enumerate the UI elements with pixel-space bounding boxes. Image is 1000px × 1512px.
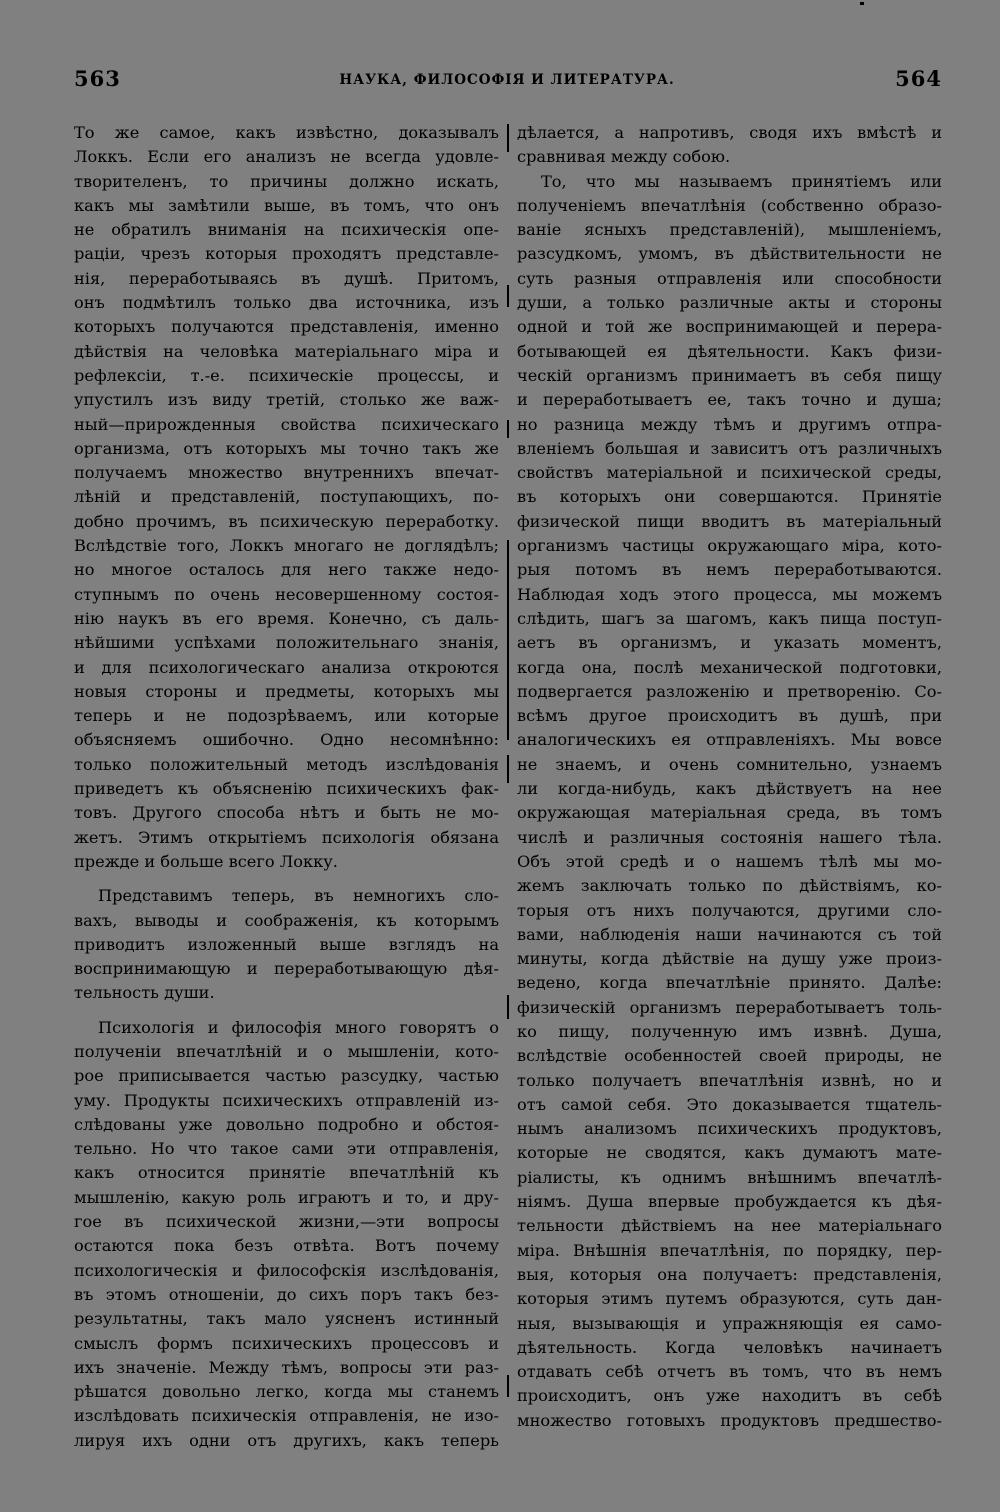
text-line: выя, которыя она получаетъ: представленія, bbox=[517, 1264, 942, 1284]
text-line: аналогическихъ ея отправленіяхъ. Мы вовсе bbox=[517, 730, 942, 750]
page-number-right: 564 bbox=[895, 66, 942, 91]
text-line: ныя, вызывающія и упражняющія ея само- bbox=[517, 1313, 942, 1333]
text-line: новыя стороны и предметы, которыхъ мы bbox=[74, 681, 499, 701]
text-line: получаемъ множество внутреннихъ впечат- bbox=[74, 463, 499, 483]
text-line: физической пищи вводитъ въ матеріальный bbox=[517, 511, 942, 531]
text-line: тельности дѣйствіемъ на нее матеріальнаго bbox=[517, 1216, 942, 1236]
text-line: ный—прирожденныя свойства психическаго bbox=[74, 414, 499, 434]
text-line: одной и той же воспринимающей и перера- bbox=[517, 317, 942, 337]
text-line: добно прочимъ, въ психическую переработку. bbox=[74, 511, 499, 531]
ink-speck bbox=[860, 2, 864, 5]
text-line: организмъ частицы окружающаго міра, кото- bbox=[517, 536, 942, 556]
column-rule bbox=[507, 1375, 509, 1397]
text-line: но разница между тѣмъ и другимъ отпра- bbox=[517, 414, 942, 434]
text-line: полученіемъ впечатлѣнія (собственно образо- bbox=[517, 195, 942, 215]
text-line: ступнымъ по очень несовершенному состоя- bbox=[74, 584, 499, 604]
text-line: изслѣдовать психическія отправленія, не изо- bbox=[74, 1406, 499, 1426]
text-line: товъ. Другого способа нѣтъ и быть не мо- bbox=[74, 803, 499, 823]
text-line: только положительный методъ изслѣдованія bbox=[74, 754, 499, 774]
text-line: ведено, когда впечатлѣніе принято. Далѣе: bbox=[517, 973, 942, 993]
running-title: НАУКА, ФИЛОСОФІЯ И ЛИТЕРАТУРА. bbox=[339, 72, 675, 88]
text-line: уму. Продукты психическихъ отправленій из- bbox=[74, 1090, 499, 1110]
text-line: ко пищу, полученную имъ извнѣ. Душа, bbox=[517, 1021, 942, 1041]
text-line: приведетъ къ объясненію психическихъ фак- bbox=[74, 779, 499, 799]
text-line: рыя потомъ въ немъ переработываются. bbox=[517, 560, 942, 580]
text-line: воспринимающую и переработывающую дѣя- bbox=[74, 959, 499, 979]
text-line: рѣшатся довольно легко, когда мы станемъ bbox=[74, 1382, 499, 1402]
text-line: организма, отъ которыхъ мы точно такъ же bbox=[74, 438, 499, 458]
text-line: не знаемъ, и очень сомнительно, узнаемъ bbox=[517, 754, 942, 774]
text-line: и для психологическаго анализа откроются bbox=[74, 657, 499, 677]
text-line: ніямъ. Душа впервые пробуждается къ дѣя- bbox=[517, 1192, 942, 1212]
text-line: происходитъ, онъ уже находитъ въ себѣ bbox=[517, 1386, 942, 1406]
text-line: тельность души. bbox=[74, 983, 215, 1003]
text-line: числѣ и различныя состоянія нашего тѣла. bbox=[517, 827, 942, 847]
text-line: въ этомъ отношеніи, до сихъ поръ такъ без- bbox=[74, 1284, 499, 1304]
text-line: міра. Внѣшнія впечатлѣнія, по порядку, пер- bbox=[517, 1240, 942, 1260]
column-rule bbox=[507, 540, 509, 740]
text-line: всѣмъ другое происходитъ въ душѣ, при bbox=[517, 706, 942, 726]
left-column bbox=[74, 121, 499, 1453]
text-line: вами, наблюденія наши начинаются съ той bbox=[517, 924, 942, 944]
page-header bbox=[72, 66, 942, 100]
text-line: теперь и не подозрѣваемъ, или которые bbox=[74, 706, 499, 726]
text-line: остаются пока безъ отвѣта. Вотъ почему bbox=[74, 1236, 499, 1256]
text-line: которые не сводятся, какъ думаютъ мате- bbox=[517, 1143, 942, 1163]
text-line: дѣлается, а напротивъ, сводя ихъ вмѣстѣ и bbox=[517, 123, 942, 142]
text-line: вленіемъ большая и зависитъ отъ различныхъ bbox=[517, 438, 942, 458]
text-line: дѣйствія на человѣка матеріальнаго міра и bbox=[74, 341, 499, 361]
text-line: вахъ, выводы и соображенія, къ которымъ bbox=[74, 910, 499, 930]
text-line: гое въ психической жизни,—эти вопросы bbox=[74, 1212, 499, 1232]
text-line: суть разныя отправленія или способности bbox=[517, 268, 942, 288]
paragraph-gap bbox=[74, 874, 499, 884]
text-line: торыя отъ нихъ получаются, другими сло- bbox=[517, 900, 942, 920]
text-line: Представимъ теперь, въ немногихъ сло- bbox=[98, 886, 499, 906]
text-line: прежде и больше всего Локку. bbox=[74, 851, 338, 871]
text-line: отдавать себѣ отчетъ въ томъ, что въ немъ bbox=[517, 1362, 942, 1382]
text-line: души, а только различные акты и стороны bbox=[517, 293, 942, 313]
text-line: но многое осталось для него также недо- bbox=[74, 560, 499, 580]
text-line: сравнивая между собою. bbox=[517, 147, 731, 167]
text-line: и переработываетъ ее, такъ точно и душа; bbox=[517, 390, 942, 410]
text-line: ихъ значеніе. Между тѣмъ, вопросы эти раз- bbox=[74, 1357, 499, 1377]
text-line: ботывающей ея дѣятельности. Какъ физи- bbox=[517, 341, 942, 361]
text-line: лѣній и представленій, поступающихъ, по- bbox=[74, 487, 499, 507]
text-line: ваніе ясныхъ представленій), мышленіемъ, bbox=[517, 220, 942, 240]
text-line: разсудкомъ, умомъ, въ дѣйствительности не bbox=[517, 244, 942, 264]
text-line: ли когда-нибудь, какъ дѣйствуетъ на нее bbox=[517, 779, 942, 799]
text-line: нія, переработываясь въ душѣ. Притомъ, bbox=[74, 268, 499, 288]
text-line: какъ относится принятіе впечатлѣній къ bbox=[74, 1163, 499, 1183]
text-line: вслѣдствіе особенностей своей природы, не bbox=[517, 1046, 942, 1066]
right-column bbox=[517, 121, 942, 1433]
text-line: Психологія и философія много говорятъ о bbox=[98, 1017, 499, 1037]
text-line: Объ этой средѣ и о нашемъ тѣлѣ мы мо- bbox=[517, 851, 942, 871]
text-line: какъ мы замѣтили выше, въ томъ, что онъ bbox=[74, 195, 499, 215]
text-line: только получаетъ впечатлѣнія извнѣ, но и bbox=[517, 1070, 942, 1090]
text-line: въ которыхъ они совершаются. Принятіе bbox=[517, 487, 942, 507]
text-line: объясняемъ ошибочно. Одно несомнѣнно: bbox=[74, 730, 499, 750]
text-line: дѣятельность. Когда человѣкъ начинаетъ bbox=[517, 1337, 942, 1357]
text-line: ческій организмъ принимаетъ въ себя пищу bbox=[517, 365, 942, 385]
text-line: нѣйшими успѣхами положительнаго знанія, bbox=[74, 633, 499, 653]
text-line: аетъ въ организмъ, и указать моментъ, bbox=[517, 633, 942, 653]
text-line: Вслѣдствіе того, Локкъ многаго не доглядѣлъ; bbox=[74, 536, 499, 556]
text-line: ріалисты, къ однимъ внѣшнимъ впечатлѣ- bbox=[517, 1167, 942, 1187]
text-line: нымъ анализомъ психическихъ продуктовъ, bbox=[517, 1119, 942, 1139]
text-line: онъ подмѣтилъ только два источника, изъ bbox=[74, 293, 499, 313]
text-line: Наблюдая ходъ этого процесса, мы можемъ bbox=[517, 584, 942, 604]
column-rule bbox=[507, 420, 509, 438]
column-rule bbox=[507, 124, 509, 152]
text-line: подвергается разложенію и претворенію. Со- bbox=[517, 681, 942, 701]
text-line: не обратилъ вниманія на психическія опе- bbox=[74, 220, 499, 240]
page-number-left: 563 bbox=[74, 66, 121, 91]
text-line: рефлексіи, т.-е. психическіе процессы, и bbox=[74, 365, 499, 385]
paragraph-gap bbox=[74, 1006, 499, 1016]
text-line: слѣдованы уже довольно подробно и обстоя- bbox=[74, 1114, 499, 1134]
text-line: физическій организмъ переработываетъ толь- bbox=[517, 997, 942, 1017]
text-line: психологическія и философскія изслѣдованія, bbox=[74, 1260, 499, 1280]
text-line: множество готовыхъ продуктовъ предшество- bbox=[517, 1410, 942, 1430]
text-line: лируя ихъ одни отъ другихъ, какъ теперь bbox=[74, 1430, 499, 1450]
text-line: когда она, послѣ механической подготовки, bbox=[517, 657, 942, 677]
text-line: жемъ заключать только по дѣйствіямъ, ко- bbox=[517, 876, 942, 896]
column-rule bbox=[507, 755, 509, 783]
text-line: раціи, чрезъ которыя проходятъ представле- bbox=[74, 244, 499, 264]
column-rule bbox=[507, 995, 509, 1019]
text-line: тельно. Но что такое сами эти отправленія, bbox=[74, 1139, 499, 1159]
text-line: жетъ. Этимъ открытіемъ психологія обязана bbox=[74, 827, 499, 847]
text-line: отъ самой себя. Это доказывается тщатель- bbox=[517, 1094, 942, 1114]
column-rule bbox=[507, 285, 509, 307]
text-line: творителенъ, то причины должно искать, bbox=[74, 171, 499, 191]
text-line: Локкъ. Если его анализъ не всегда удовле- bbox=[74, 147, 499, 167]
text-line: нію наукъ въ его время. Конечно, съ даль- bbox=[74, 608, 499, 628]
text-line: смыслъ формъ психическихъ процессовъ и bbox=[74, 1333, 499, 1353]
text-line: рое приписывается частью разсудку, частью bbox=[74, 1066, 499, 1086]
text-line: слѣдить, шагъ за шагомъ, какъ пища поступ- bbox=[517, 608, 942, 628]
text-line: минуты, когда дѣйствіе на душу уже произ- bbox=[517, 949, 942, 969]
text-line: мышленію, какую роль играютъ и то, и дру- bbox=[74, 1187, 499, 1207]
text-line: полученіи впечатлѣній и о мышленіи, кото- bbox=[74, 1041, 499, 1061]
text-line: которыхъ получаются представленія, именно bbox=[74, 317, 499, 337]
text-line: результатны, такъ мало уясненъ истинный bbox=[74, 1309, 499, 1329]
text-line: окружающая матеріальная среда, въ томъ bbox=[517, 803, 942, 823]
text-line: которыя этимъ путемъ образуются, суть дан- bbox=[517, 1289, 942, 1309]
text-line: То, что мы называемъ принятіемъ или bbox=[541, 171, 942, 191]
text-line: упустилъ изъ виду третій, столько же важ- bbox=[74, 390, 499, 410]
text-line: То же самое, какъ извѣстно, доказывалъ bbox=[74, 123, 499, 142]
text-line: свойствъ матеріальной и психической среды, bbox=[517, 463, 942, 483]
text-line: приводитъ изложенный выше взглядъ на bbox=[74, 934, 499, 954]
